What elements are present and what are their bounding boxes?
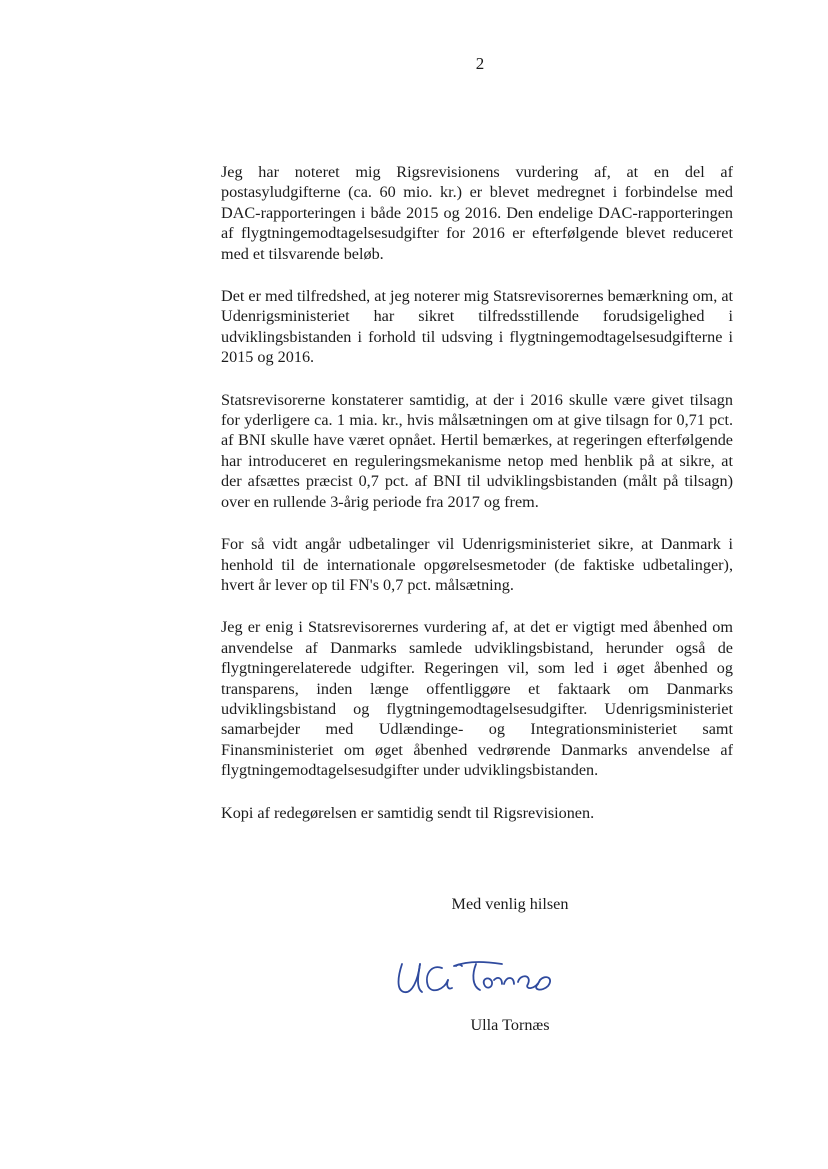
closing-salutation: Med venlig hilsen <box>451 895 569 913</box>
paragraph-commitments: Statsrevisorerne konstaterer samtidig, at der i 2016 skulle være givet tilsagn for yderligere ca. 1 mia. kr., hvis målsætningen om at give tilsagn for 0,71 pct. af BNI skulle have været opnået. Hertil bemærkes, at regeringen efterfølgende har introduceret en reguleringsmekanisme netop med henblik på at sikre, at der afsættes præcist 0,7 pct. af BNI til udviklingsbistanden (målt på tilsagn) over en rullende 3-årig periode fra 2017 og frem. <box>221 390 733 511</box>
signatory-name: Ulla Tornæs <box>470 1016 550 1034</box>
paragraph-dac-reporting: Jeg har noteret mig Rigsrevisionens vurdering af, at en del af postasyludgifterne (ca. 60 mio. kr.) er blevet medregnet i forbindelse med DAC-rapporteringen i både 2015 og 2016. Den endelige DAC-rapporteringen af flygtningemodtagelsesudgifter for 2016 er efterfølgende blevet reduceret med et tilsvarende beløb. <box>221 163 733 263</box>
handwritten-signature <box>392 950 562 1006</box>
paragraph-predictability: Det er med tilfredshed, at jeg noterer mig Statsrevisorernes bemærkning om, at Udenrigsministeriet har sikret tilfredsstillende forudsigelighed i udviklingsbistanden i forhold til udsving i flygtningemodtagelsesudgifterne i 2015 og 2016. <box>221 287 734 367</box>
paragraph-copy-notice: Kopi af redegørelsen er samtidig sendt til Rigsrevisionen. <box>221 803 595 822</box>
letter-body <box>221 162 733 845</box>
paragraph-transparency: Jeg er enig i Statsrevisorernes vurdering af, at det er vigtigt med åbenhed om anvendelse af Danmarks samlede udviklingsbistand, herunder også de flygtningerelaterede udgifter. Regeringen vil, som led i øget åbenhed og transparens, inden længe offentliggøre et faktaark om Danmarks udviklingsbistand og flygtningemodtagelsesudgifter. Udenrigsministeriet samarbejder med Udlændinge- og Integrationsministeriet samt Finansministeriet om øget åbenhed vedrørende Danmarks anvendelse af flygtningemodtagelsesudgifter under udviklingsbistanden. <box>221 618 733 780</box>
page-number: 2 <box>475 54 485 73</box>
paragraph-disbursements: For så vidt angår udbetalinger vil Udenrigsministeriet sikre, at Danmark i henhold til de internationale opgørelsesmetoder (de faktiske udbetalinger), hvert år lever op til FN's 0,7 pct. målsætning. <box>221 535 733 594</box>
